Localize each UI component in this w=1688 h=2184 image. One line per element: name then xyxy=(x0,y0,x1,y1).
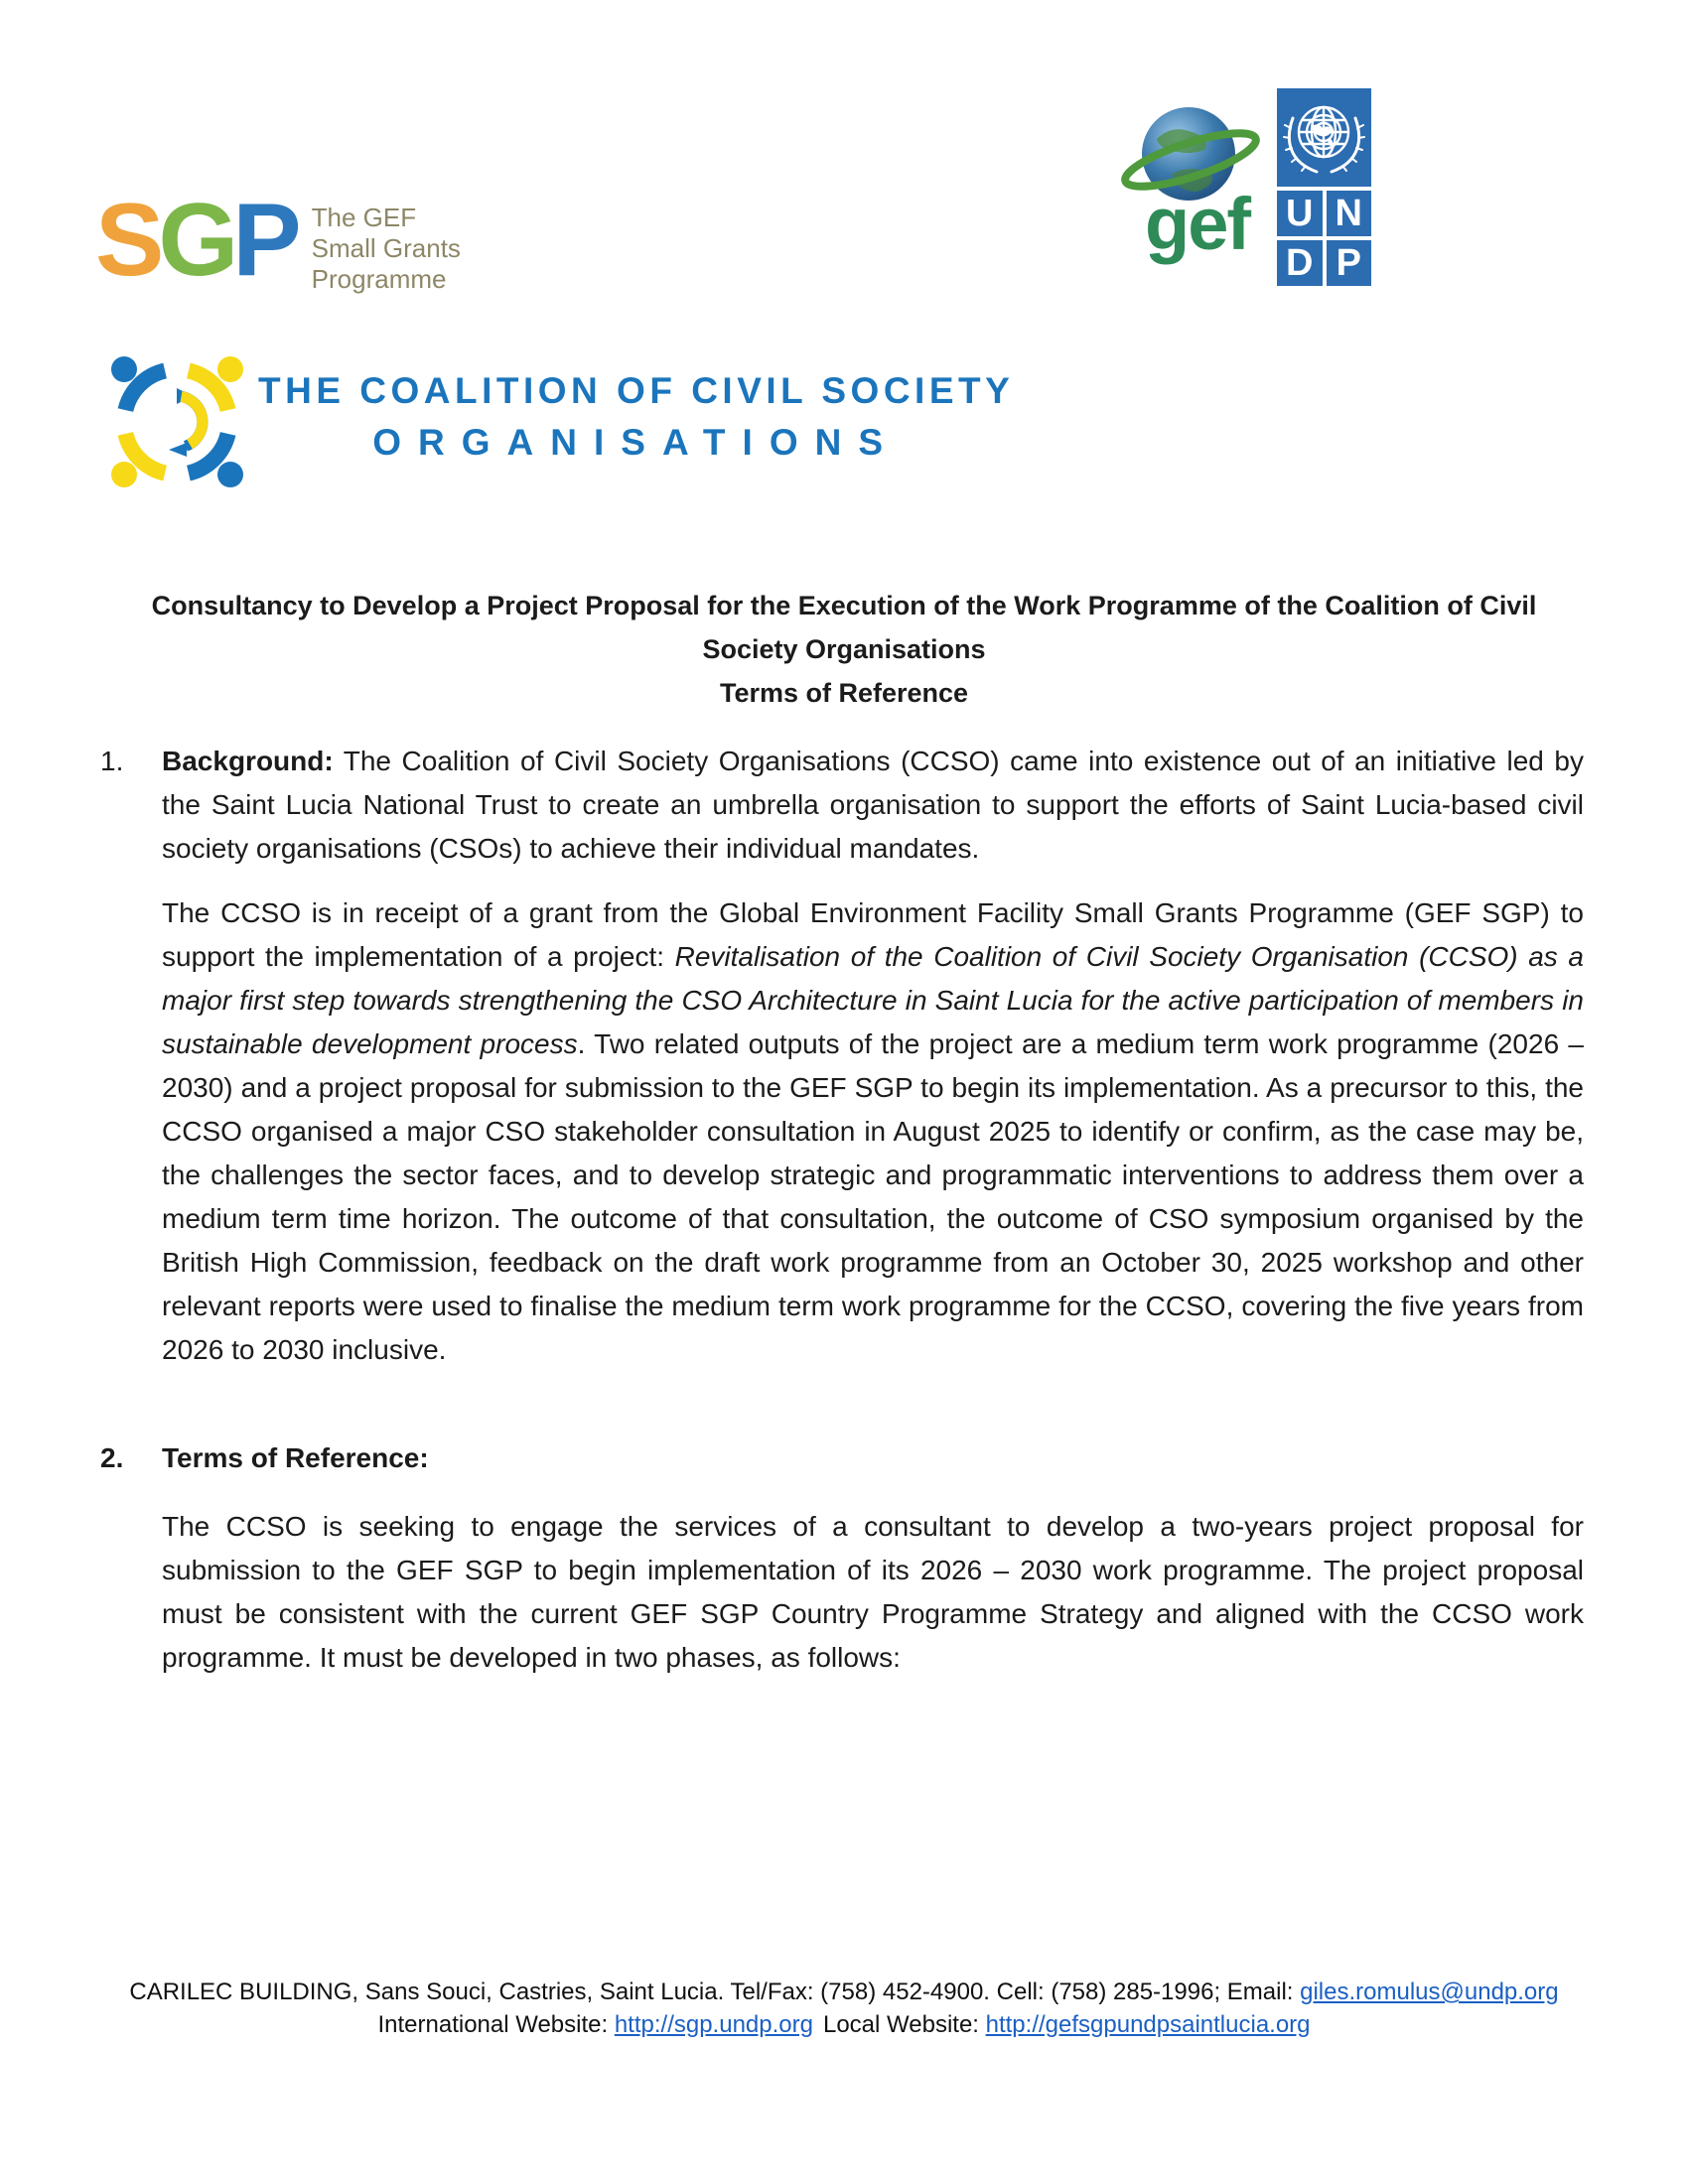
background-intro-text: The Coalition of Civil Society Organisations (CCSO) came into existence out of an initiative led by the Saint Lucia National Trust to create an umbrella organisation to support the efforts of Saint Lucia-based civil society organisations (CSOs) to achieve their individual mandates. xyxy=(162,746,1584,864)
ccso-emblem-icon xyxy=(109,347,248,491)
ccso-wordmark-line1: THE COALITION OF CIVIL SOCIETY xyxy=(258,370,1015,411)
undp-letter-n: N xyxy=(1327,191,1372,236)
sgp-letter-g: G xyxy=(158,183,233,298)
page-footer xyxy=(0,1976,1688,2041)
undp-letter-d: D xyxy=(1277,240,1323,286)
local-website-link[interactable]: http://gefsgpundpsaintlucia.org xyxy=(985,2011,1311,2038)
sgp-tagline-line3: Programme xyxy=(311,264,447,294)
gef-logo xyxy=(1117,84,1268,293)
sgp-tagline-line2: Small Grants xyxy=(311,233,461,263)
ccso-logo xyxy=(109,347,1014,491)
ccso-wordmark-line2: ORGANISATIONS xyxy=(372,422,900,463)
terms-paragraph xyxy=(162,1505,1584,1680)
sgp-wordmark-icon xyxy=(95,183,296,298)
title-line3: Terms of Reference xyxy=(719,678,969,708)
grant-text-pre: The CCSO is in receipt of a grant from the Global Environment Facility Small Grants Programme (GEF SGP) to support the implementation of a project: xyxy=(162,897,1584,972)
terms-paragraph-text: The CCSO is seeking to engage the services of a consultant to develop a two-years project proposal for submission to the GEF SGP to begin implementation of its 2026 – 2030 work programme. The project proposal must be consistent with the current GEF SGP Country Programme Strategy and aligned with the CCSO work programme. It must be developed in two phases, as follows: xyxy=(162,1511,1584,1673)
project-title-italic: Revitalisation of the Coalition of Civil Society Organisation (CCSO) as a major first step towards strengthening the CSO Architecture in Saint Lucia for the active participation of members in sustainable development process xyxy=(162,941,1584,1059)
sgp-logo xyxy=(95,183,461,298)
grant-text-post: . Two related outputs of the project are a medium term work programme (2026 – 2030) and a project proposal for submission to the GEF SGP to begin its implementation. As a precursor to this, the CCSO organised a major CSO stakeholder consultation in August 2025 to identify or confirm, as the case may be, the challenges the sector faces, and to develop strategic and programmatic interventions to address them over a medium term time horizon. The outcome of that consultation, the outcome of CSO symposium organised by the British High Commission, feedback on the draft work programme from an October 30, 2025 workshop and other relevant reports were used to finalise the medium term work programme for the CCSO, covering the five years from 2026 to 2030 inclusive. xyxy=(162,1028,1584,1365)
sgp-tagline xyxy=(312,195,461,295)
list-number-1: 1. xyxy=(100,746,124,776)
partner-logos xyxy=(1117,84,1375,295)
undp-letter-p: P xyxy=(1327,240,1372,286)
undp-letter-grid xyxy=(1277,191,1371,286)
sgp-letter-s: S xyxy=(95,183,159,298)
sgp-letter-p: P xyxy=(232,183,296,298)
document-title xyxy=(0,584,1688,715)
undp-logo xyxy=(1277,88,1371,286)
title-line1: Consultancy to Develop a Project Proposal for the Execution of the Work Programme of the Coalition of Civil xyxy=(151,591,1537,620)
section-terms-of-reference xyxy=(100,1436,1584,1480)
intl-website-link[interactable]: http://sgp.undp.org xyxy=(614,2011,813,2038)
footer-line1 xyxy=(0,1976,1688,2008)
un-emblem-icon xyxy=(1277,88,1371,187)
background-grant-paragraph xyxy=(162,891,1584,1372)
undp-letter-u: U xyxy=(1277,191,1323,236)
list-number-2: 2. xyxy=(100,1442,124,1473)
intl-website-label: International Website: xyxy=(377,2011,615,2038)
local-website-label: Local Website: xyxy=(822,2011,986,2038)
background-heading: Background: xyxy=(162,746,334,776)
email-link[interactable]: giles.romulus@undp.org xyxy=(1300,1979,1559,2005)
section-background xyxy=(100,740,1584,871)
sgp-tagline-line1: The GEF xyxy=(311,203,417,232)
ccso-wordmark xyxy=(258,347,1014,465)
footer-line2 xyxy=(0,2008,1688,2041)
gef-wordmark: gef xyxy=(1145,183,1249,265)
terms-heading: Terms of Reference: xyxy=(162,1442,429,1473)
background-intro-paragraph xyxy=(162,740,1584,871)
title-line2: Society Organisations xyxy=(702,634,986,664)
footer-address-text: CARILEC BUILDING, Sans Souci, Castries, Saint Lucia. Tel/Fax: (758) 452-4900. Cell: (758) 285-1996; Email: xyxy=(129,1979,1301,2005)
